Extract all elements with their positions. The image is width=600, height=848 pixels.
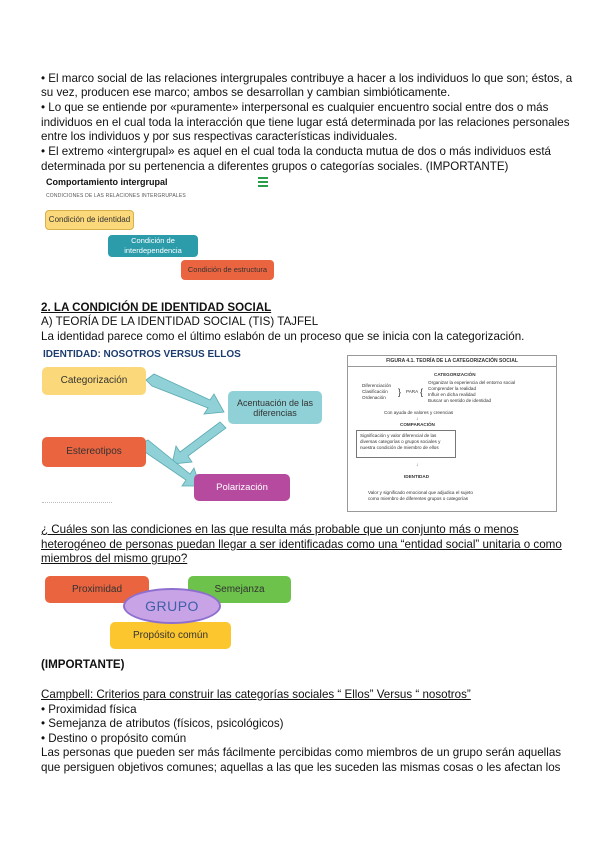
- figure-brace-left: }: [398, 387, 402, 397]
- figure-right-item: Influir en dicha realidad: [428, 392, 476, 397]
- campbell-paragraph-line: que persiguen objetivos comunes; aquellas a las que les suceden las mismas cosas o les afectan los: [41, 761, 561, 774]
- paragraph-line: individuos en el cual toda la interacción que tiene lugar está determinada por las relaciones personales: [41, 116, 570, 129]
- group-oval: GRUPO: [123, 588, 221, 624]
- campbell-paragraph-line: Las personas que pueden ser más fácilmente percibidas como miembros de un grupo serán aquellas: [41, 746, 562, 759]
- figure-right-item: Organizar la experiencia del entorno social: [428, 380, 516, 385]
- section-heading: 2. LA CONDICIÓN DE IDENTIDAD SOCIAL: [41, 301, 272, 314]
- figure-left-label: PARA: [406, 389, 419, 394]
- figure-bottom-line: Valor y significado emocional que adjudica el sujeto: [368, 490, 473, 495]
- campbell-bullet: • Semejanza de atributos (físicos, psicológicos): [41, 717, 284, 730]
- structure-condition-box: Condición de estructura: [181, 260, 274, 280]
- figure-left-item: Clasificación: [362, 389, 388, 394]
- paragraph-line: • Lo que se entiende por «puramente» interpersonal es cualquier encuentro social entre dos o más: [41, 101, 549, 114]
- question-line: ¿ Cuáles son las condiciones en las que resulta más probable que un conjunto más o menos: [41, 523, 519, 536]
- paragraph-line: • El marco social de las relaciones intergrupales contribuye a hacer a los individuos lo que son; éstos, a: [41, 72, 573, 85]
- common-purpose-box: Propósito común: [110, 622, 231, 649]
- figure-right-item: Buscar un sentido de identidad: [428, 398, 492, 403]
- figure-brace-right: {: [420, 387, 424, 397]
- section-subheading: A) TEORÍA DE LA IDENTIDAD SOCIAL (TIS) TAJFEL: [41, 315, 319, 328]
- proximity-box: Proximidad: [45, 576, 149, 603]
- polarization-box: Polarización: [194, 474, 290, 501]
- question-line: miembros del mismo grupo?: [41, 552, 188, 565]
- similarity-box: Semejanza: [188, 576, 291, 603]
- figure-categorizacion: CATEGORIZACIÓN: [434, 372, 476, 377]
- categorization-box: Categorización: [42, 367, 146, 395]
- arrow-right-down-icon: [146, 374, 224, 414]
- figure-down-arrow-icon: ↓: [416, 416, 419, 421]
- figure-left-item: Diferenciación: [362, 383, 392, 388]
- figure-right-item: Comprender la realidad: [428, 386, 477, 391]
- arrow-left-down-icon: [172, 422, 226, 464]
- diagram1-title: Comportamiento intergrupal: [46, 177, 168, 187]
- campbell-bullet: • Destino o propósito común: [41, 732, 187, 745]
- paragraph-line: • El extremo «intergrupal» es aquel en el cual toda la conducta mutua de dos o más individuos está: [41, 145, 551, 158]
- question-line: heterogéneo de personas puedan llegar a ser identificadas como una “entidad social” unitaria o como: [41, 538, 562, 551]
- paragraph-line: entre los individuos y por sus respectivas características individuales.: [41, 130, 398, 143]
- section-intro: La identidad parece como el último eslabón de un proceso que se inicia con la categorización.: [41, 330, 525, 343]
- figure-comparacion: COMPARACIÓN: [400, 422, 435, 427]
- figure-con-ayuda: Con ayuda de valores y creencias: [384, 410, 454, 415]
- figure-identidad: IDENTIDAD: [404, 474, 430, 479]
- diagram1-subtitle: CONDICIONES DE LAS RELACIONES INTERGRUPALES: [46, 193, 186, 199]
- figure-down-arrow-icon: ↓: [416, 462, 419, 467]
- interdependence-condition-box: Condición de interdependencia: [108, 235, 198, 257]
- logo-mark-icon: [258, 177, 268, 189]
- figure-left-item: Ordenación: [362, 395, 386, 400]
- important-label: (IMPORTANTE): [41, 658, 125, 671]
- paragraph-line: determinada por su pertenencia a diferentes grupos o categorías sociales. (IMPORTANTE): [41, 160, 509, 173]
- campbell-bullet: • Proximidad física: [41, 703, 137, 716]
- figure-header: FIGURA 4.1. TEORÍA DE LA CATEGORIZACIÓN SOCIAL: [348, 356, 556, 367]
- diagram-divider: [42, 500, 112, 503]
- figure-inner-box: [356, 430, 456, 458]
- categorization-figure: [347, 355, 557, 512]
- figure-bottom-line: como miembro de diferentes grupos o categorías: [368, 496, 469, 501]
- flow-arrows: [140, 370, 260, 490]
- campbell-heading: Campbell: Criterios para construir las categorías sociales “ Ellos” Versus “ nosotros”: [41, 688, 471, 701]
- differences-box: Acentuación de las diferencias: [228, 391, 322, 424]
- figure-inner-line: Significación y valor diferencial de las: [360, 433, 437, 438]
- stereotypes-box: Estereotipos: [42, 437, 146, 467]
- figure-inner-line: diversas categorías o grupos sociales y: [360, 439, 441, 444]
- figure-inner-line: nuestra condición de miembro de ellos: [360, 445, 439, 450]
- identity-condition-box: Condición de identidad: [45, 210, 134, 230]
- paragraph-line: su vez, producen ese marco; ambos se desarrollan y cambian simbióticamente.: [41, 86, 451, 99]
- diagram2-title: IDENTIDAD: NOSOTROS VERSUS ELLOS: [43, 349, 241, 360]
